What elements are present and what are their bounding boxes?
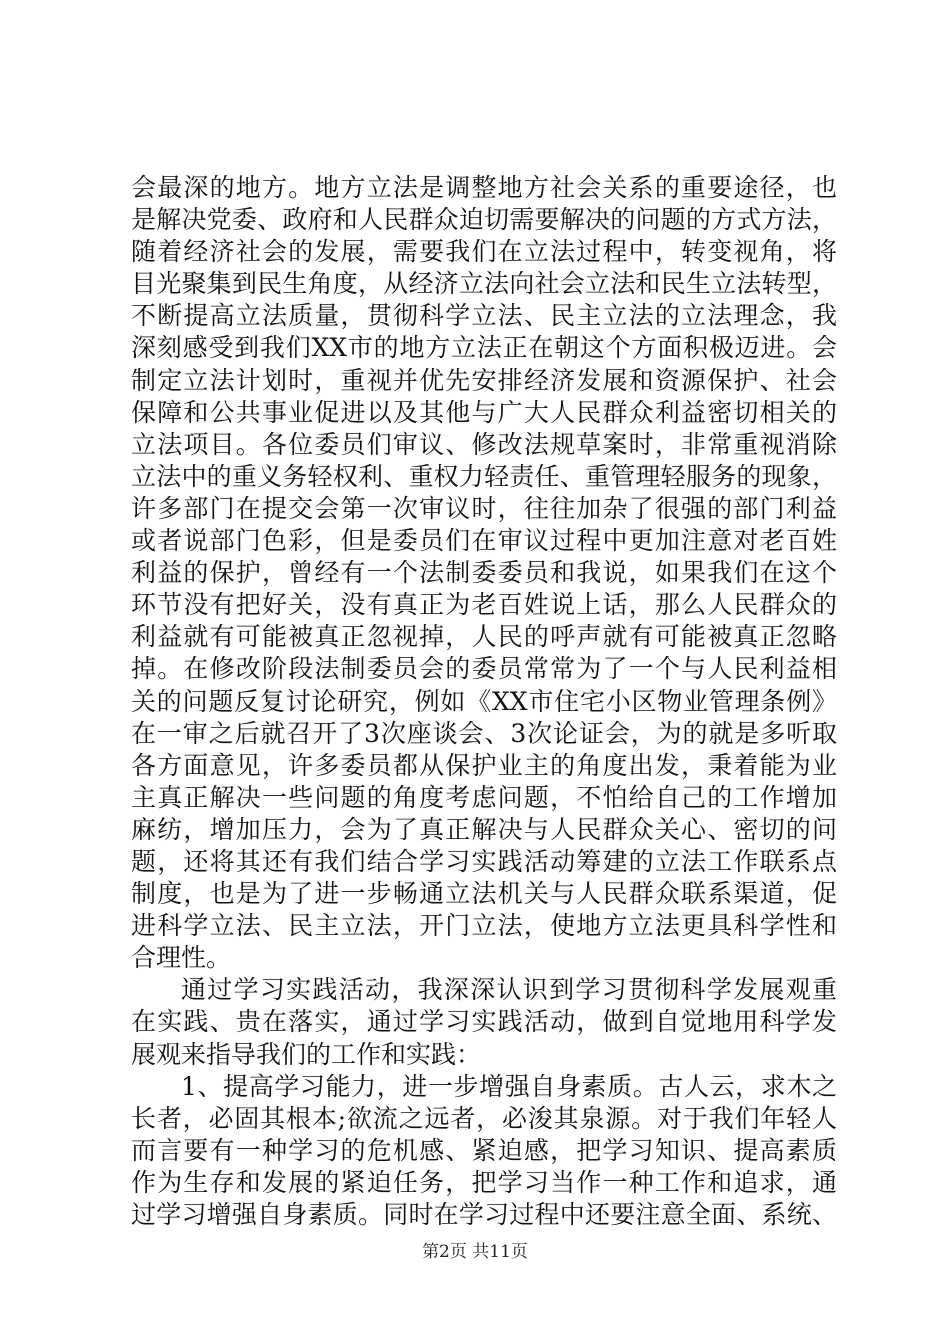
text-line: 1、提高学习能力，进一步增强自身素质。古人云，求木之 [181, 1071, 837, 1101]
text-line: 保障和公共事业促进以及其他与广大人民群众利益密切相关的 [131, 397, 837, 427]
text-line: 掉。在修改阶段法制委员会的委员常常为了一个与人民利益相 [131, 654, 837, 684]
text-line: 长者，必固其根本;欲流之远者，必浚其泉源。对于我们年轻人 [131, 1103, 837, 1133]
text-line: 环节没有把好关，没有真正为老百姓说上话，那么人民群众的 [131, 590, 837, 620]
text-line: 目光聚集到民生角度，从经济立法向社会立法和民生立法转型， [131, 269, 837, 299]
text-line: 制度，也是为了进一步畅通立法机关与人民群众联系渠道，促 [131, 879, 837, 909]
text-line: 随着经济社会的发展，需要我们在立法过程中，转变视角，将 [131, 237, 837, 267]
text-line: 会最深的地方。地方立法是调整地方社会关系的重要途径，也 [131, 173, 837, 202]
text-line: 进科学立法、民主立法，开门立法，使地方立法更具科学性和 [131, 911, 837, 941]
text-line: 利益就有可能被真正忽视掉，人民的呼声就有可能被真正忽略 [131, 622, 837, 652]
text-line: 题，还将其还有我们结合学习实践活动筹建的立法工作联系点 [131, 846, 837, 876]
text-line: 是解决党委、政府和人民群众迫切需要解决的问题的方式方法， [131, 205, 837, 235]
text-line: 而言要有一种学习的危机感、紧迫感，把学习知识、提高素质 [131, 1135, 837, 1165]
text-line: 过学习增强自身素质。同时在学习过程中还要注意全面、系统、 [131, 1200, 837, 1229]
text-line: 关的问题反复讨论研究，例如《XX市住宅小区物业管理条例》 [131, 686, 837, 716]
text-line: 不断提高立法质量，贯彻科学立法、民主立法的立法理念，我 [131, 301, 837, 331]
text-line: 合理性。 [131, 943, 232, 973]
text-line: 或者说部门色彩，但是委员们在审议过程中更加注意对老百姓 [131, 526, 837, 556]
page-number-footer: 第2页 共11页 [422, 1242, 528, 1262]
text-line: 在实践、贵在落实，通过学习实践活动，做到自觉地用科学发 [131, 1007, 837, 1037]
text-line: 各方面意见，许多委员都从保护业主的角度出发，秉着能为业 [131, 750, 837, 780]
text-line: 立法中的重义务轻权利、重权力轻责任、重管理轻服务的现象， [131, 461, 837, 491]
text-line: 作为生存和发展的紧迫任务，把学习当作一种工作和追求，通 [131, 1167, 837, 1197]
text-line: 通过学习实践活动，我深深认识到学习贯彻科学发展观重 [181, 975, 837, 1005]
text-line: 制定立法计划时，重视并优先安排经济发展和资源保护、社会 [131, 365, 837, 395]
text-line: 立法项目。各位委员们审议、修改法规草案时，非常重视消除 [131, 429, 837, 459]
text-line: 深刻感受到我们XX市的地方立法正在朝这个方面积极迈进。会 [131, 333, 837, 363]
text-line: 麻纺，增加压力，会为了真正解决与人民群众关心、密切的问 [131, 814, 837, 844]
text-line: 许多部门在提交会第一次审议时，往往加杂了很强的部门利益 [131, 493, 837, 523]
text-line: 展观来指导我们的工作和实践： [131, 1039, 482, 1069]
document-body [131, 172, 837, 1231]
text-line: 在一审之后就召开了3次座谈会、3次论证会，为的就是多听取 [131, 718, 837, 748]
text-line: 利益的保护，曾经有一个法制委委员和我说，如果我们在这个 [131, 558, 837, 588]
text-line: 主真正解决一些问题的角度考虑问题，不怕给自己的工作增加 [131, 782, 837, 812]
